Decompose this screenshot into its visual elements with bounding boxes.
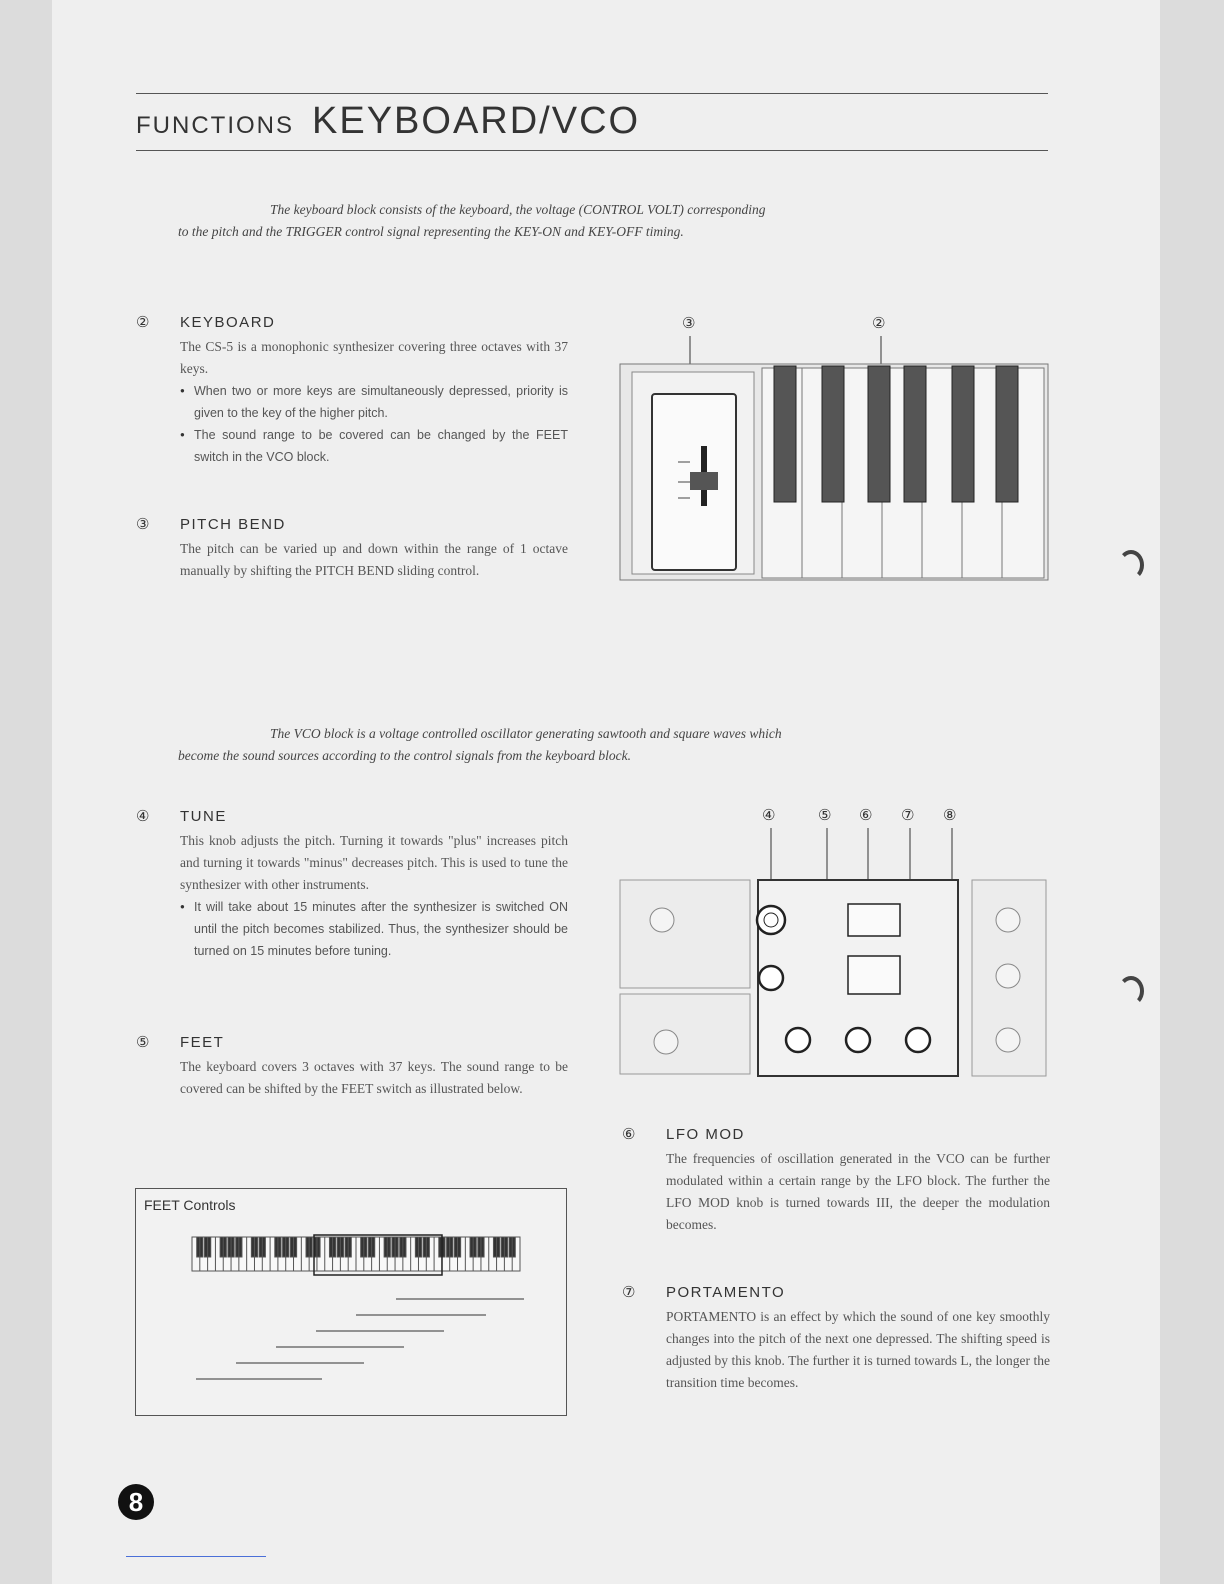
bullet-item: ● The sound range to be covered can be changed by the FEET switch in the VCO block. [180,424,568,468]
left-panel-upper [620,880,750,988]
mini-keyboard [192,1237,520,1271]
callout-2: ② [872,314,886,332]
section-pitch-bend [136,514,568,582]
section-title: TUNE [180,808,227,825]
section-number: ⑦ [622,1284,637,1301]
callout-7: ⑦ [901,806,915,824]
section-number: ⑤ [136,1034,151,1051]
section-number: ③ [136,516,151,533]
page-number: 8 [118,1484,154,1520]
section-lfo-mod [622,1124,1050,1236]
section-title: LFO MOD [666,1126,745,1143]
section-feet [136,1032,568,1100]
callout-8: ⑧ [943,806,957,824]
feet-range-diagram [136,1189,566,1415]
pitch-bend-slider-handle [690,472,718,490]
feet-controls-title: FEET Controls [144,1197,236,1213]
left-panel-lower [620,994,750,1074]
section-text: The keyboard covers 3 octaves with 37 keys. The sound range to be covered can be shifted by the FEET switch as illustrated below. [180,1059,568,1096]
callout-5: ⑤ [818,806,832,824]
intro-vco-line2: become the sound sources according to the control signals from the keyboard block. [178,748,632,763]
callout-4: ④ [762,806,776,824]
page-title [136,100,640,143]
keyboard-illustration [618,336,1050,586]
section-title: PITCH BEND [180,516,286,533]
lfo-mod-knob [786,1028,810,1052]
section-portamento [622,1282,1050,1394]
feet-controls-box [135,1188,567,1416]
section-text: The CS-5 is a monophonic synthesizer covering three octaves with 37 keys. [180,339,568,376]
range-lines [196,1299,524,1379]
intro-keyboard-line1: The keyboard block consists of the keyboard, the voltage (CONTROL VOLT) corresponding [270,202,766,217]
section-text: The frequencies of oscillation generated in the VCO can be further modulated within a certain range by the LFO block. The further the LFO MOD knob is turned towards III, the deeper the modulation becomes. [666,1151,1050,1232]
pw-knob [906,1028,930,1052]
section-title: PORTAMENTO [666,1284,786,1301]
header-rule-bottom [136,150,1048,151]
section-text: PORTAMENTO is an effect by which the sound of one key smoothly changes into the pitch of the next one depressed. The shifting speed is adjusted by this knob. The further it is turned towards L, the longer the transition time becomes. [666,1309,1050,1390]
bullet-item: ● It will take about 15 minutes after the synthesizer is switched ON until the pitch becomes stabilized. Thus, the synthesizer should be turned on 15 minutes before tuning. [180,896,568,962]
binder-hole [1118,550,1144,580]
feet-switch [848,904,900,936]
scan-edge-line [126,1556,266,1557]
portamento-knob [846,1028,870,1052]
intro-keyboard-line2: to the pitch and the TRIGGER control signal representing the KEY-ON and KEY-OFF timing. [178,224,684,239]
feet-knob [759,966,783,990]
callout-6: ⑥ [859,806,873,824]
section-number: ④ [136,808,151,825]
binder-hole [1118,976,1144,1006]
section-number: ⑥ [622,1126,637,1143]
intro-vco-line1: The VCO block is a voltage controlled oscillator generating sawtooth and square waves which [270,726,782,741]
bullet-item: ● When two or more keys are simultaneously depressed, priority is given to the key of the higher pitch. [180,380,568,424]
pitch-bend-panel [632,372,754,574]
section-title: FEET [180,1034,225,1051]
header-rule-top [136,93,1048,94]
section-title: KEYBOARD [180,314,276,331]
wave-switch [848,956,900,994]
title-prefix: FUNCTIONS [136,112,294,139]
section-text: The pitch can be varied up and down within the range of 1 octave manually by shifting the PITCH BEND sliding control. [180,541,568,578]
section-tune [136,806,568,962]
section-text: This knob adjusts the pitch. Turning it towards "plus" increases pitch and turning it towards "minus" decreases pitch. This is used to tune the synthesizer with other instruments. [180,833,568,892]
title-main: KEYBOARD/VCO [312,100,641,142]
section-keyboard [136,312,568,468]
vco-panel-illustration [618,828,1048,1080]
callout-3: ③ [682,314,696,332]
section-number: ② [136,314,151,331]
